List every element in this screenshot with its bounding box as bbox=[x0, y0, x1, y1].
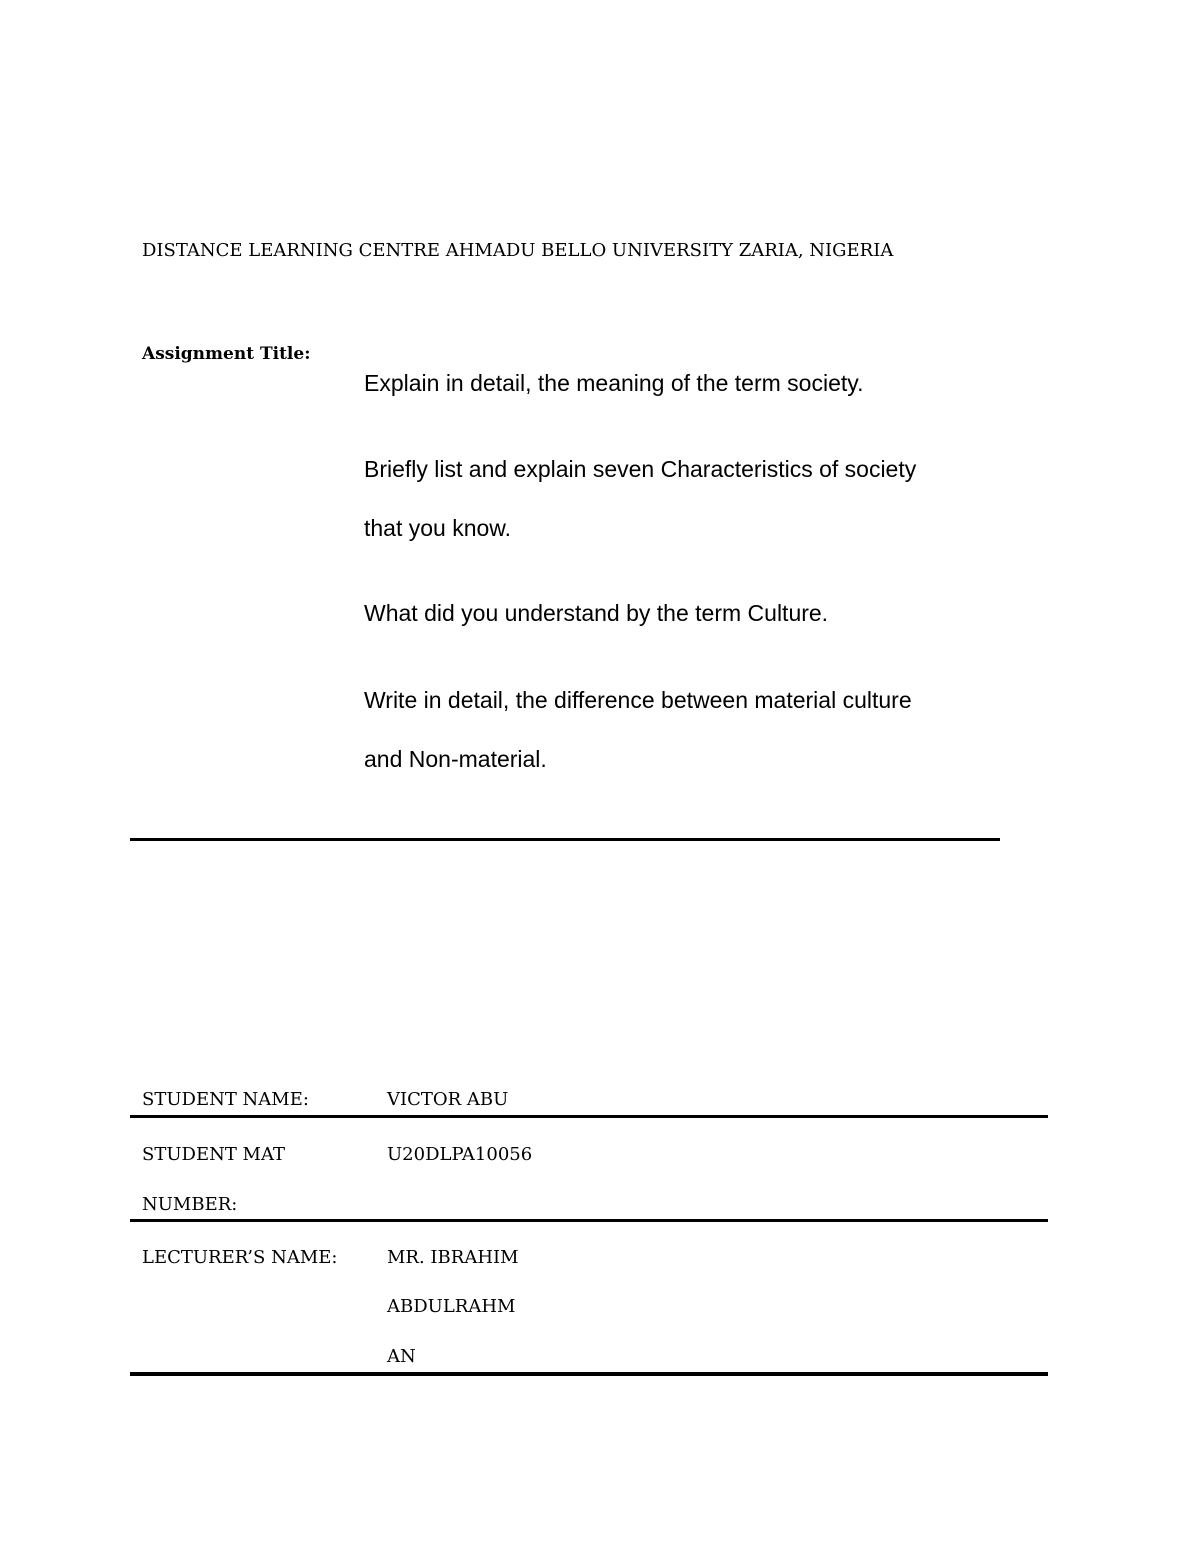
title-divider bbox=[130, 838, 1000, 841]
question-line: What did you understand by the term Culture. bbox=[364, 600, 829, 626]
student-mat-label: STUDENT MAT bbox=[142, 1144, 286, 1165]
question-line: Explain in detail, the meaning of the term society. bbox=[364, 370, 864, 396]
question-line: and Non-material. bbox=[364, 746, 547, 772]
student-mat-value: U20DLPA10056 bbox=[387, 1144, 533, 1165]
student-name-label: STUDENT NAME: bbox=[142, 1089, 309, 1110]
lecturer-name-label: LECTURER’S NAME: bbox=[142, 1247, 338, 1268]
row-divider bbox=[130, 1219, 1048, 1222]
question-line: that you know. bbox=[364, 515, 512, 541]
institution-header: DISTANCE LEARNING CENTRE AHMADU BELLO UNIVERSITY ZARIA, NIGERIA bbox=[142, 240, 894, 261]
question-line: Briefly list and explain seven Characteristics of society bbox=[364, 456, 917, 482]
student-mat-label: NUMBER: bbox=[142, 1194, 238, 1215]
row-divider bbox=[130, 1115, 1048, 1118]
assignment-title-label: Assignment Title: bbox=[142, 344, 311, 364]
lecturer-name-value: ABDULRAHM bbox=[387, 1296, 516, 1317]
question-line: Write in detail, the difference between material culture bbox=[364, 687, 912, 713]
lecturer-name-value: AN bbox=[387, 1346, 416, 1367]
row-divider bbox=[130, 1372, 1048, 1376]
student-name-value: VICTOR ABU bbox=[387, 1089, 509, 1110]
lecturer-name-value: MR. IBRAHIM bbox=[387, 1247, 519, 1268]
